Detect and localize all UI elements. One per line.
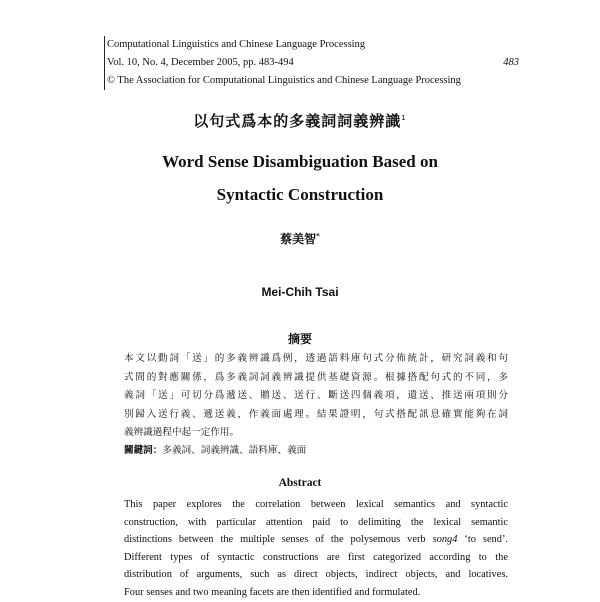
keywords-list: 多義詞、詞義辨識、語料庫、義面	[162, 445, 307, 456]
journal-name: Computational Linguistics and Chinese Language Processing	[107, 39, 366, 50]
english-title-line1: Word Sense Disambiguation Based on	[162, 152, 438, 171]
english-abstract-line: Different types of syntactic constructions are first categorized according to the	[124, 551, 508, 563]
page-number: 483	[503, 57, 519, 68]
title-footnote-mark: 1	[401, 114, 407, 122]
author-english: Mei-Chih Tsai	[261, 285, 339, 299]
english-abstract-heading: Abstract	[278, 477, 322, 489]
author-footnote-mark: *	[316, 232, 320, 240]
polysemous-verb-term: song4	[432, 534, 458, 546]
chinese-title-text: 以句式爲本的多義詞詞義辨識	[193, 112, 402, 130]
english-abstract-line: Four senses and two meaning facets are then identified and formulated.	[124, 586, 421, 598]
volume-text: Vol. 10, No. 4, December 2005, pp. 483-494	[107, 57, 294, 68]
english-abstract-line: distribution of arguments, such as direct objects, indirect objects, and locatives.	[124, 569, 508, 581]
chinese-abstract-line: 義辨識過程中起一定作用。	[124, 427, 240, 438]
english-title	[0, 145, 600, 211]
chinese-title	[0, 110, 600, 131]
author-chinese	[0, 230, 600, 247]
english-abstract-body	[124, 496, 508, 602]
author-chinese-name: 蔡美智	[280, 232, 317, 246]
volume-info	[107, 54, 519, 72]
english-abstract-line: This paper explores the correlation between lexical semantics and syntactic	[124, 499, 508, 510]
english-title-line2: Syntactic Construction	[216, 185, 384, 204]
english-abstract-line3-prefix: distinctions between the multiple senses of the polysemous verb	[124, 534, 433, 546]
chinese-abstract-body	[124, 350, 508, 443]
journal-header	[104, 36, 519, 90]
chinese-abstract-line: 義詞「送」可切分爲遞送、贈送、送行、斷送四個義項，遺送、推送兩項則分	[124, 390, 508, 401]
english-abstract-line3-suffix: ‘to send’.	[457, 534, 509, 546]
english-abstract-line: construction, with particular attention paid to delimiting the lexical semantic	[124, 516, 508, 528]
copyright-line: © The Association for Computational Linguistics and Chinese Language Processing	[107, 75, 461, 86]
chinese-abstract-heading: 摘要	[287, 332, 312, 346]
chinese-abstract-line: 式間的對應關係，爲多義詞詞義辨識提供基礎資源。根據搭配句式的不同，多	[124, 371, 508, 383]
english-abstract-line	[124, 531, 508, 549]
chinese-keywords	[124, 443, 508, 459]
chinese-abstract-line: 別歸入送行義、遞送義，作義面處理。結果證明，句式搭配訊息確實能夠在詞	[124, 408, 508, 420]
keywords-label: 關鍵詞：	[124, 445, 163, 456]
chinese-abstract-line: 本文以動詞「送」的多義辨識爲例，透過語料庫句式分佈統計，研究詞義和句	[124, 353, 508, 364]
